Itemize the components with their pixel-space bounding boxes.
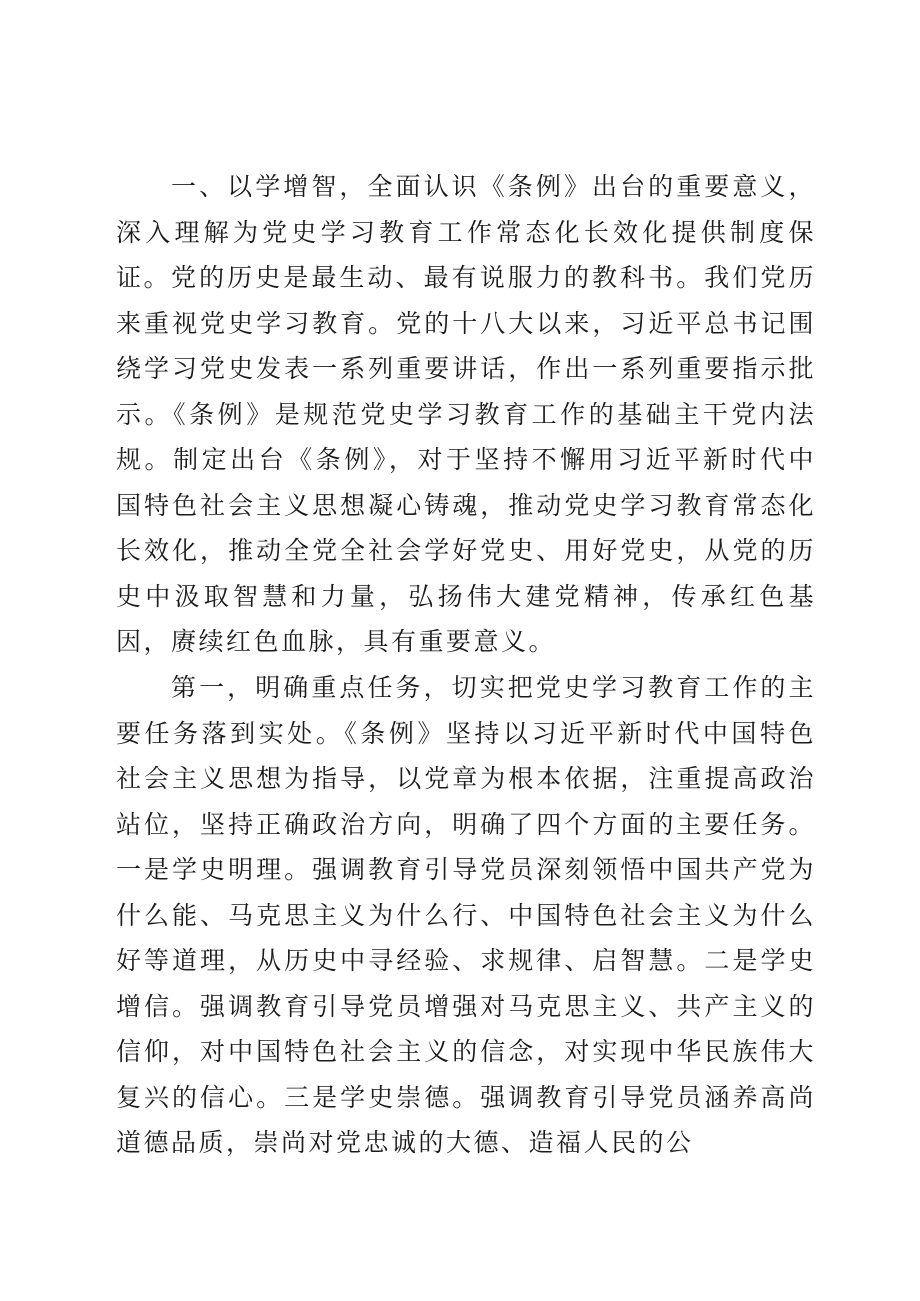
body-paragraph: 党的历史是最生动、最有说服力的教科书。我们党历来重视党史学习教育。党的十八大以来，习近平总书记围绕学习党史发表一系列重要讲话，作出一系列重要指示批示。《条例》是规范党史学习教育工作的基础主干党内法规。制定出台《条例》，对于坚持不懈用习近平新时代中国特色社会主义思想凝心铸魂，推动党史学习教育常态化长效化，推动全党全社会学好党史、用好党史，从党的历史中汲取智慧和力量，弘扬伟大建党精神，传承红色基因，赓续红色血脉，具有重要意义。 <box>116 263 816 656</box>
section-heading-paragraph: 一、以学增智，全面认识《条例》出台的重要意义，深入理解为党史学习教育工作常态化长效化提供制度保证。 <box>116 172 816 292</box>
body-paragraph: 第一，明确重点任务，切实把党史学习教育工作的主要任务落到实处。《条例》坚持以习近平新时代中国特色社会主义思想为指导，以党章为根本依据，注重提高政治站位，坚持正确政治方向，明确了四个方面的主要任务。一是学史明理。强调教育引导党员深刻领悟中国共产党为什么能、马克思主义为什么行、中国特色社会主义为什么好等道理，从历史中寻经验、求规律、启智慧。二是学史增信。强调教育引导党员增强对马克思主义、共产主义的信仰，对中国特色社会主义的信念，对实现中华民族伟大复兴的信心。三是学史崇德。强调教育引导党员涵养高尚道德品质，崇尚对党忠诚的大德、造福人民的公 <box>116 673 816 1157</box>
